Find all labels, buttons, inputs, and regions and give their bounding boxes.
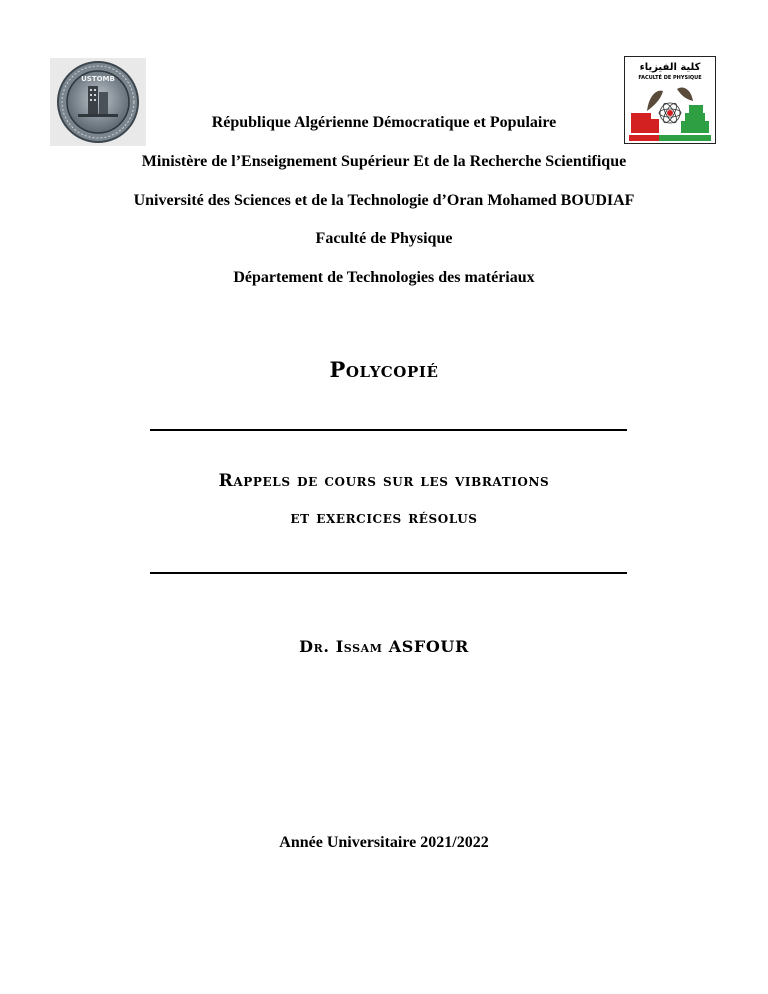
faculty-line: Faculté de Physique: [315, 230, 453, 247]
title-rule-bottom: [150, 572, 627, 574]
title-line-1: Rappels de cours sur les vibrations: [218, 471, 550, 491]
document-type: Polycopié: [329, 357, 439, 382]
university-seal-icon: [50, 58, 146, 146]
seal-text: USTOMB: [81, 75, 115, 83]
academic-year: Année Universitaire 2021/2022: [279, 834, 489, 851]
title-rule-top: [150, 429, 627, 431]
department-line: Département de Technologies des matériaux: [233, 269, 535, 286]
university-logo: [50, 58, 146, 146]
ministry-line: Ministère de l’Enseignement Supérieur Et de la Recherche Scientifique: [141, 153, 627, 170]
title-line-2: et exercices résolus: [290, 508, 478, 528]
faculty-logo-arabic-text: كلية الفيزياء: [639, 62, 701, 73]
author: Dr. Issam ASFOUR: [299, 637, 469, 656]
republic-line: République Algérienne Démocratique et Populaire: [211, 114, 557, 131]
university-line: Université des Sciences et de la Technologie d’Oran Mohamed BOUDIAF: [133, 192, 635, 209]
faculty-logo-french-text: FACULTÉ DE PHYSIQUE: [638, 75, 702, 81]
